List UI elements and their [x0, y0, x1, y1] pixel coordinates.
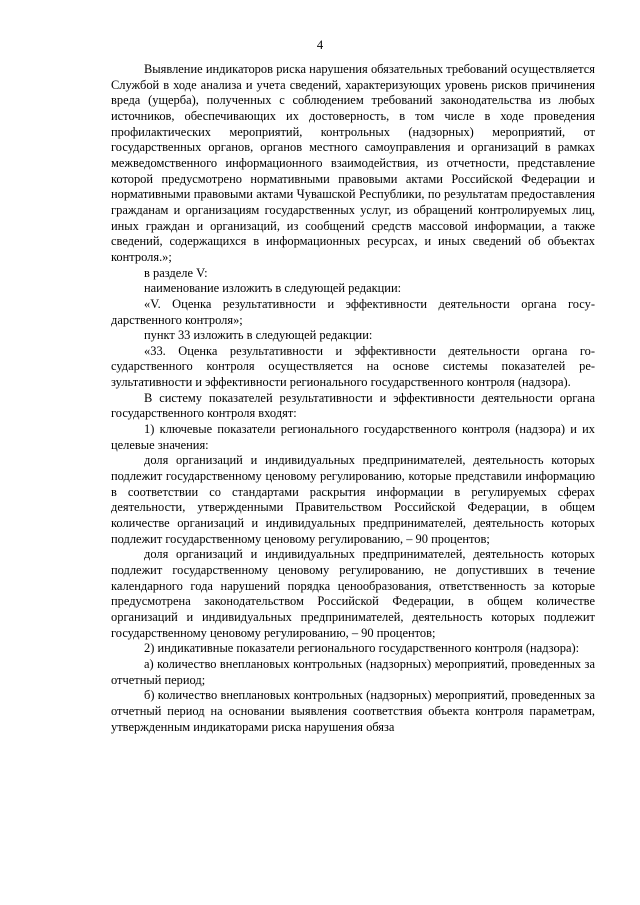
paragraph-section-v: в разделе V:: [144, 265, 208, 280]
document-body: [111, 62, 595, 735]
paragraph-indicative-indicators: 2) индикативные показатели регионального государственного контроля (надзора):: [144, 641, 580, 656]
page-number: 4: [316, 38, 324, 52]
paragraph-item-a: а) количество внеплановых контрольных (надзорных) мероприятий, проведенных за отчетный период;: [111, 656, 595, 687]
paragraph-section-title: «V. Оценка результативности и эффективности деятельности органа государственного контроля»;: [111, 296, 595, 327]
paragraph-share-disclosure: доля организаций и индивидуальных предпринимателей, деятельность которых подлежит государственному ценовому регулированию, которые представили информацию в соответствии со стандартами раскрытия информации в регулируемых сферах деятельности, утвержденными Правительством Российской Федерации, в общем количестве организаций и индивидуальных предпринимателей, деятельность которых подлежит государственному ценовому регулированию, – 90 процентов;: [111, 453, 595, 546]
paragraph-item-33: «33. Оценка результативности и эффективности деятельности органа государственного контроля осуществляется на основе системы показателей результативности и эффективности регионального государственного контроля (надзора).: [111, 343, 595, 390]
paragraph-title-edit: наименование изложить в следующей редакции:: [144, 281, 402, 296]
paragraph-system-intro: В систему показателей результативности и эффективности деятельности органа государственного контроля входят:: [111, 390, 595, 421]
paragraph-item-b: б) количество внеплановых контрольных (надзорных) мероприятий, проведенных за отчетный период на основании выявления соответствия объекта контроля параметрам, утвержденным индикаторами риска нарушения обяза: [111, 688, 595, 734]
paragraph-item-33-edit: пункт 33 изложить в следующей редакции:: [144, 328, 373, 343]
paragraph-share-no-violations: доля организаций и индивидуальных предпринимателей, деятельность которых подлежит государственному ценовому регулированию, не допустивших в течение календарного года нарушений порядка ценообразования, ответственность за которые предусмотрена законодательством Российской Федерации, в общем количестве организаций и индивидуальных предпринимателей, деятельность которых подлежит государственному ценовому регулированию, – 90 процентов;: [111, 547, 595, 640]
paragraph-key-indicators: 1) ключевые показатели регионального государственного контроля (надзора) и их целевые значения:: [111, 422, 595, 452]
paragraph-indicators: Выявление индикаторов риска нарушения обязательных требований осуществляется Службой в ходе анализа и учета сведений, характеризующих уровень рисков причинения вреда (ущерба), полученных с соблюдением требований законодательства из любых источников, обеспечивающих их достоверность, в том числе в ходе проведения профилактических мероприятий, контрольных (надзорных) мероприятий, от государственных органов, органов местного самоуправления и организаций в рамках межведомственного информационного взаимодействия, из отчетности, представление которой предусмотрено нормативными правовыми актами Российской Федерации и нормативными правовыми актами Чувашской Республики, по результатам предоставления гражданам и организациям государственных услуг, из обращений контролируемых лиц, иных граждан и организаций, из сообщений средств массовой информации, а также сведений, содержащихся в информационных ресурсах, и иных сведений об объектах контроля.»;: [111, 62, 595, 264]
